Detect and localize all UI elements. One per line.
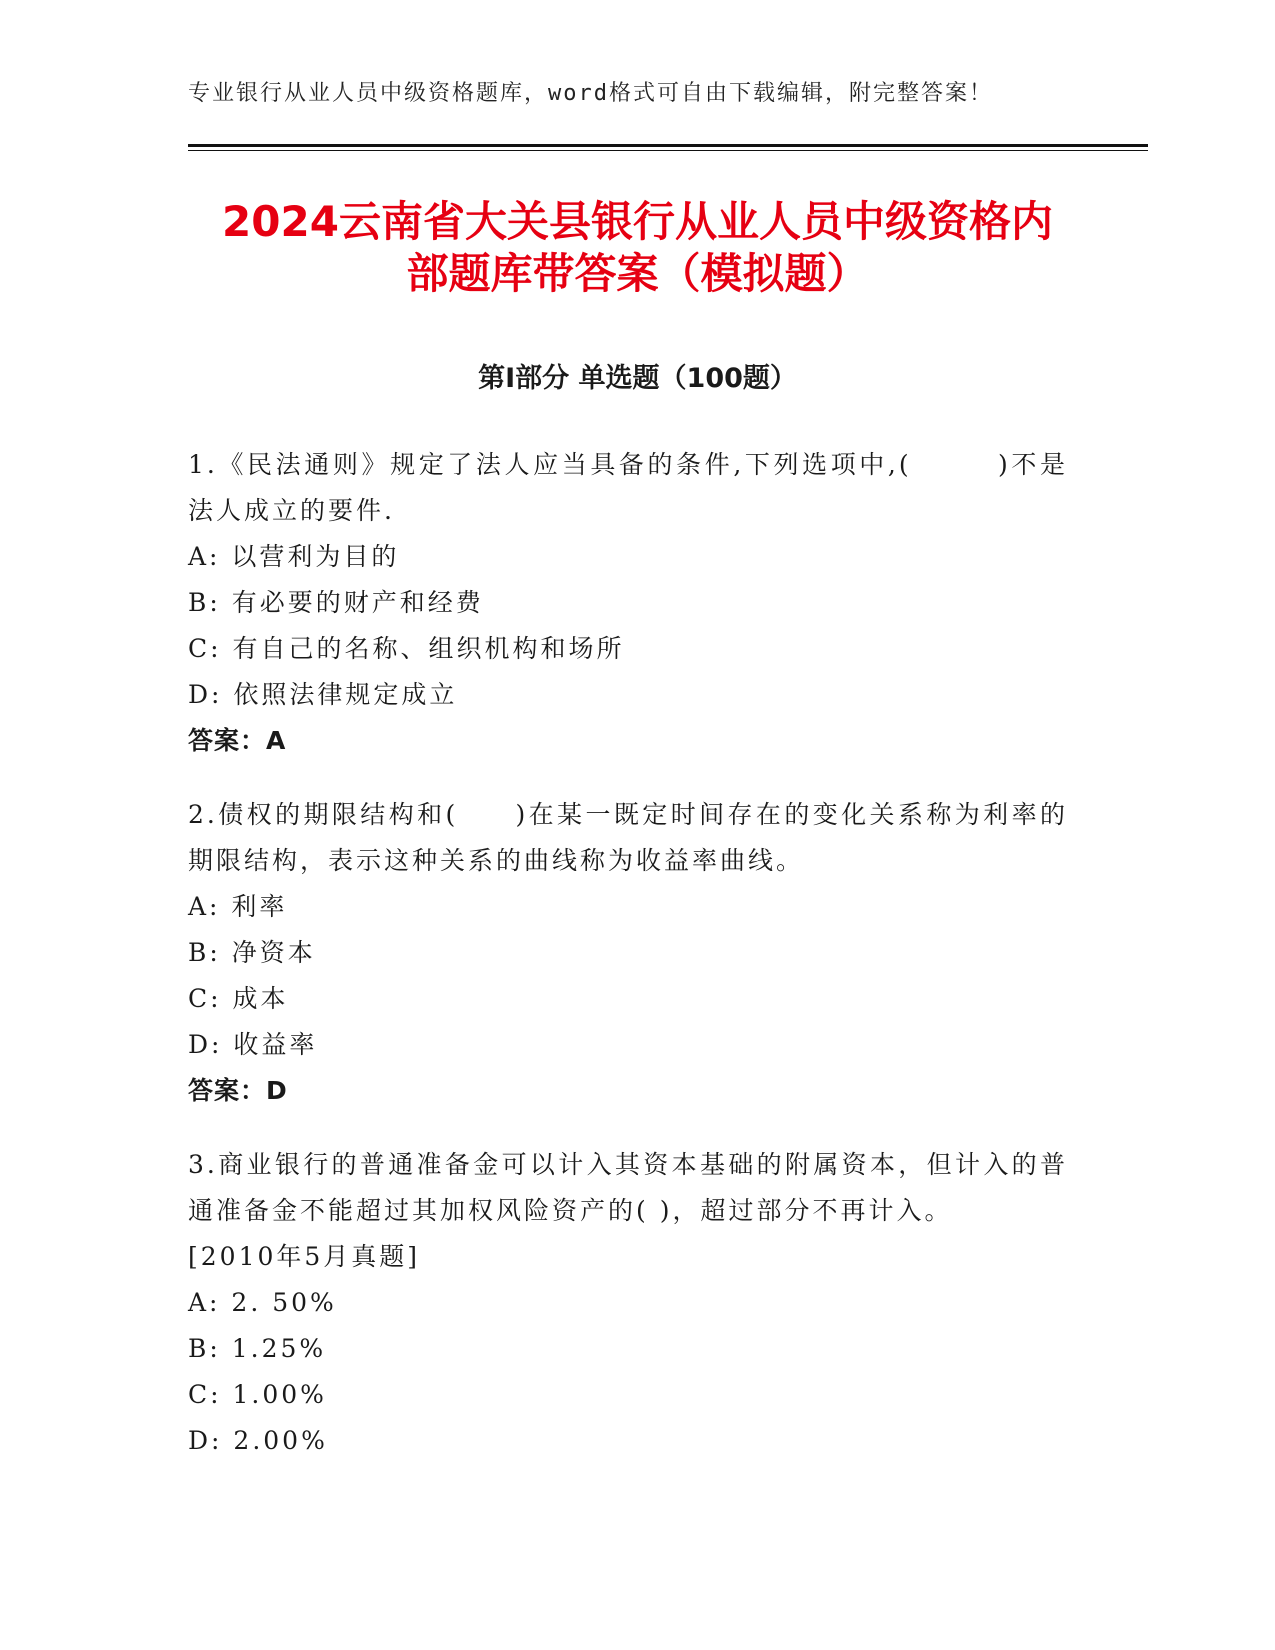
option-d: D: 依照法律规定成立 (188, 680, 458, 709)
question-list (188, 442, 1068, 1492)
section-heading: 第Ⅰ部分 单选题（100题） (478, 363, 797, 394)
answer: 答案：A (188, 726, 287, 755)
answer: 答案：D (188, 1076, 288, 1105)
option-c: C: 成本 (188, 984, 289, 1013)
document-title-line-1: 2024云南省大关县银行从业人员中级资格内 (222, 197, 1053, 246)
option-b: B: 净资本 (188, 938, 316, 967)
document-title (150, 196, 1125, 300)
question-2 (188, 792, 1068, 1114)
question-3 (188, 1142, 1068, 1464)
option-b: B: 1.25% (188, 1334, 327, 1363)
option-c: C: 有自己的名称、组织机构和场所 (188, 634, 625, 663)
question-stem: 3.商业银行的普通准备金可以计入其资本基础的附属资本，但计入的普通准备金不能超过其加权风险资产的( )，超过部分不再计入。 (188, 1150, 1068, 1225)
option-c: C: 1.00% (188, 1380, 327, 1409)
header-note: 专业银行从业人员中级资格题库，word格式可自由下载编辑，附完整答案！ (188, 81, 993, 106)
option-d: D: 收益率 (188, 1030, 318, 1059)
question-stem: 2.债权的期限结构和( )在某一既定时间存在的变化关系称为利率的期限结构，表示这种关系的曲线称为收益率曲线。 (188, 800, 1068, 875)
header-rule-thin (188, 150, 1148, 151)
document-title-line-2: 部题库带答案（模拟题） (406, 249, 869, 298)
option-b: B: 有必要的财产和经费 (188, 588, 484, 617)
option-a: A: 以营利为目的 (188, 542, 400, 571)
question-source-note: [2010年5月真题] (188, 1242, 421, 1271)
header-rule-thick (188, 144, 1148, 147)
question-1 (188, 442, 1068, 764)
option-a: A: 利率 (188, 892, 288, 921)
question-stem: 1.《民法通则》规定了法人应当具备的条件,下列选项中,( )不是法人成立的要件. (188, 450, 1068, 525)
option-d: D: 2.00% (188, 1426, 328, 1455)
option-a: A: 2. 50% (188, 1288, 337, 1317)
